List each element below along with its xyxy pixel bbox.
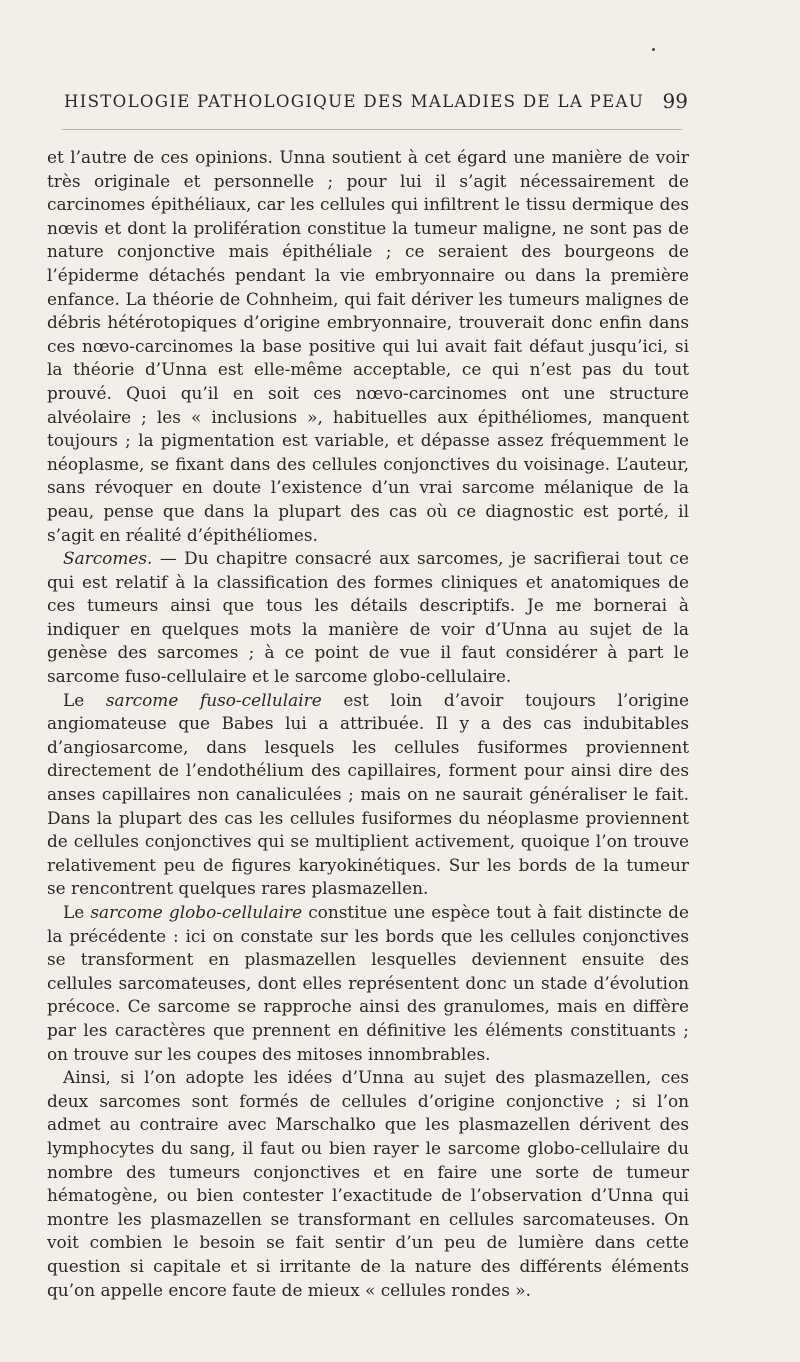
term-globo-cellulaire: sarcome globo-cellulaire xyxy=(90,902,303,922)
running-head xyxy=(64,88,688,118)
body-text xyxy=(47,146,689,1302)
paragraph-continuation: et l’autre de ces opinions. Unna soutient à cet égard une manière de voir très originale et personnelle ; pour lui il s’agit nécessairement de carcinomes épithéliaux, car les cellules qui infiltrent le tissu dermique des nœvis et dont la prolifération constitue la tumeur maligne, ne sont pas de nature conjonctive mais épithéliale ; ce seraient des bourgeons de l’épiderme détachés pendant la vie embryonnaire ou dans la première enfance. La théorie de Cohnheim, qui fait dériver les tumeurs malignes de débris hétérotopiques d’origine embryonnaire, trouverait donc enfin dans ces nœvo-carcinomes la base positive qui lui avait fait défaut jusqu’ici, si la théorie d’Unna est elle-même acceptable, ce qui n’est pas du tout prouvé. Quoi qu’il en soit ces nœvo-carcinomes ont une structure alvéolaire ; les « inclusions », habituelles aux épithéliomes, manquent toujours ; la pigmentation est variable, et dépasse assez fréquemment le néoplasme, se fixant dans des cellules conjonctives du voisinage. L’auteur, sans révoquer en doute l’existence d’un vrai sarcome mélanique de la peau, pense que dans la plupart des cas où ce diagnostic est porté, il s’agit en réalité d’épithéliomes. xyxy=(47,147,689,545)
paragraph-sarcomes: Sarcomes. — Du chapitre consacré aux sarcomes, je sacrifierai tout ce qui est relatif à la classification des formes cliniques et anatomiques de ces tumeurs ainsi que tous les détails descriptifs. Je me bornerai à indiquer en quelques mots la manière de voir d’Unna au sujet de la genèse des sarcomes ; à ce point de vue il faut considérer à part le sarcome fuso-cellulaire et le sarcome globo-cellulaire. xyxy=(47,548,689,687)
running-title: HISTOLOGIE PATHOLOGIQUE DES MALADIES DE LA PEAU xyxy=(64,92,645,111)
paragraph-conclusion: Ainsi, si l’on adopte les idées d’Unna au sujet des plasmazellen, ces deux sarcomes sont formés de cellules d’origine conjonctive ; si l’on admet au contraire avec Marschalko que les plasmazellen dérivent des lymphocytes du sang, il faut ou bien rayer le sarcome globo-cellulaire du nombre des tumeurs conjonctives et en faire une sorte de tumeur hématogène, ou bien contester l’exactitude de l’observation d’Unna qui montre les plasmazellen se transformant en cellules sarcomateuses. On voit combien le besoin se fait sentir d’un peu de lumière dans cette question si capitale et si irritante de la nature des différents éléments qu’on appelle encore faute de mieux « cellules rondes ». xyxy=(47,1067,689,1300)
page-number: 99 xyxy=(662,89,688,113)
section-lead-sarcomes: Sarcomes. xyxy=(63,548,153,569)
term-fuso-cellulaire: sarcome fuso-cellulaire xyxy=(105,689,322,710)
paragraph-globo-cellulaire: Le sarcome globo-cellulaire constitue une espèce tout à fait distincte de la précédente : ici on constate sur les bords que les cellules conjonctives se transforment en plasmazellen lesquelles deviennent ensuite des cellules sarcomateuses, dont elles représentent donc un stade d’évolution précoce. Ce sarcome se rapproche ainsi des granulomes, mais en diffère par les caractères que prennent en définitive les éléments constituants ; on trouve sur les coupes des mitoses innombrables. xyxy=(47,902,689,1064)
print-speck xyxy=(652,48,655,51)
paragraph-fuso-cellulaire: Le sarcome fuso-cellulaire est loin d’avoir toujours l’origine angiomateuse que Babes lui a attribuée. Il y a des cas indubitables d’angiosarcome, dans lesquels les cellules fusiformes proviennent directement de l’endothélium des capillaires, forment pour ainsi dire des anses capillaires non canaliculées ; mais on ne saurait généraliser le fait. Dans la plupart des cas les cellules fusiformes du néoplasme proviennent de cellules conjonctives qui se multiplient activement, quoique l’on trouve relativement peu de figures karyokinétiques. Sur les bords de la tumeur se rencontrent quelques rares plasmazellen. xyxy=(47,689,689,899)
header-rule xyxy=(62,129,682,130)
